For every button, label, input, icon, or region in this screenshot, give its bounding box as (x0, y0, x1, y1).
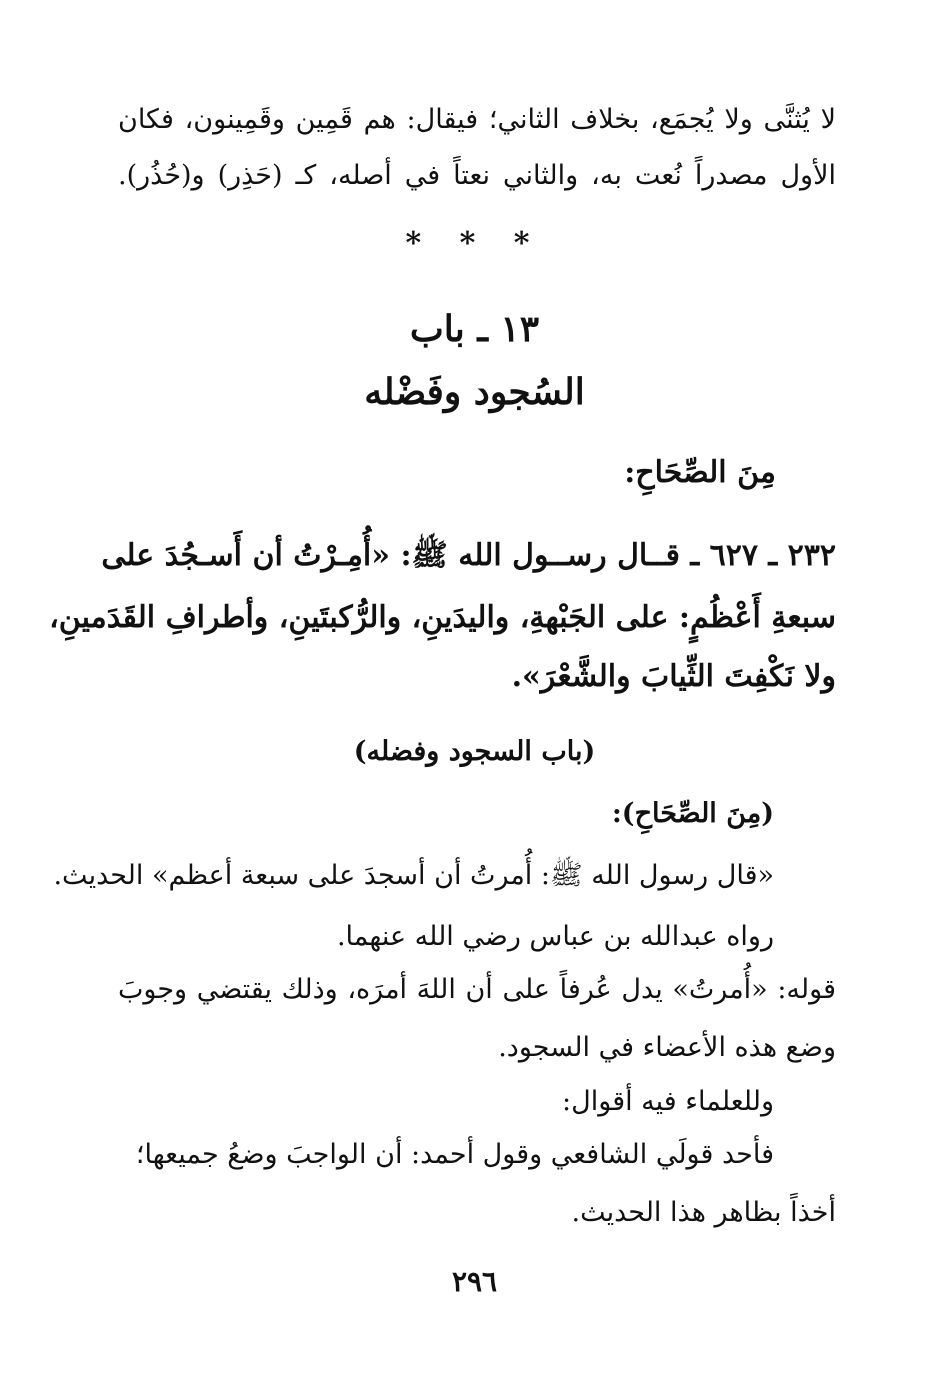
commentary-section-label: (مِنَ الصِّحَاحِ): (611, 798, 774, 829)
page-number: ٢٩٦ (451, 1265, 498, 1298)
narrator-line: رواه عبدالله بن عباس رضي الله عنهما. (336, 921, 774, 952)
quote-line: «قال رسول الله ﷺ: أُمرتُ أن أسجدَ على سبعة أعظم» الحديث. (53, 860, 774, 891)
intro-line-2: الأول مصدراً نُعت به، والثاني نعتاً في أصله، كـ (حَذِر) و(حُذُر). (118, 160, 836, 191)
section-label: مِنَ الصِّحَاحِ: (624, 455, 776, 490)
comment-line-5: أخذاً بظاهر هذا الحديث. (571, 1197, 836, 1228)
chapter-number: ١٣ ـ باب (409, 308, 540, 350)
hadith-line-1: ٢٣٢ ـ ٦٢٧ ـ قــال رســول الله ﷺ: «أُمِـرْتُ أن أَسـجُدَ على (101, 538, 836, 573)
comment-line-2: وضع هذه الأعضاء في السجود. (498, 1032, 836, 1063)
chapter-title: السُجود وفَضْله (364, 371, 585, 413)
intro-line-1: لا يُثنَّى ولا يُجمَع، بخلاف الثاني؛ فيقال: هم قَمِين وقَمِينون، فكان (118, 104, 836, 135)
hadith-line-3: ولا نَكْفِتَ الثِّيابَ والشَّعْرَ». (511, 659, 836, 694)
comment-line-1: قوله: «أُمرتُ» يدل عُرفاً على أن اللهَ أمرَه، وذلك يقتضي وجوبَ (118, 974, 836, 1005)
commentary-chapter-title: (باب السجود وفضله) (353, 736, 596, 767)
comment-line-3: وللعلماء فيه أقوال: (562, 1086, 774, 1117)
section-separator: * * * (405, 226, 544, 261)
comment-line-4: فأحد قولَي الشافعي وقول أحمد: أن الواجبَ وضعُ جميعها؛ (135, 1139, 774, 1170)
hadith-line-2: سبعةِ أَعْظُمٍ: على الجَبْهةِ، واليدَينِ، والرُّكبتَينِ، وأطرافِ القَدَمينِ، (49, 600, 836, 635)
